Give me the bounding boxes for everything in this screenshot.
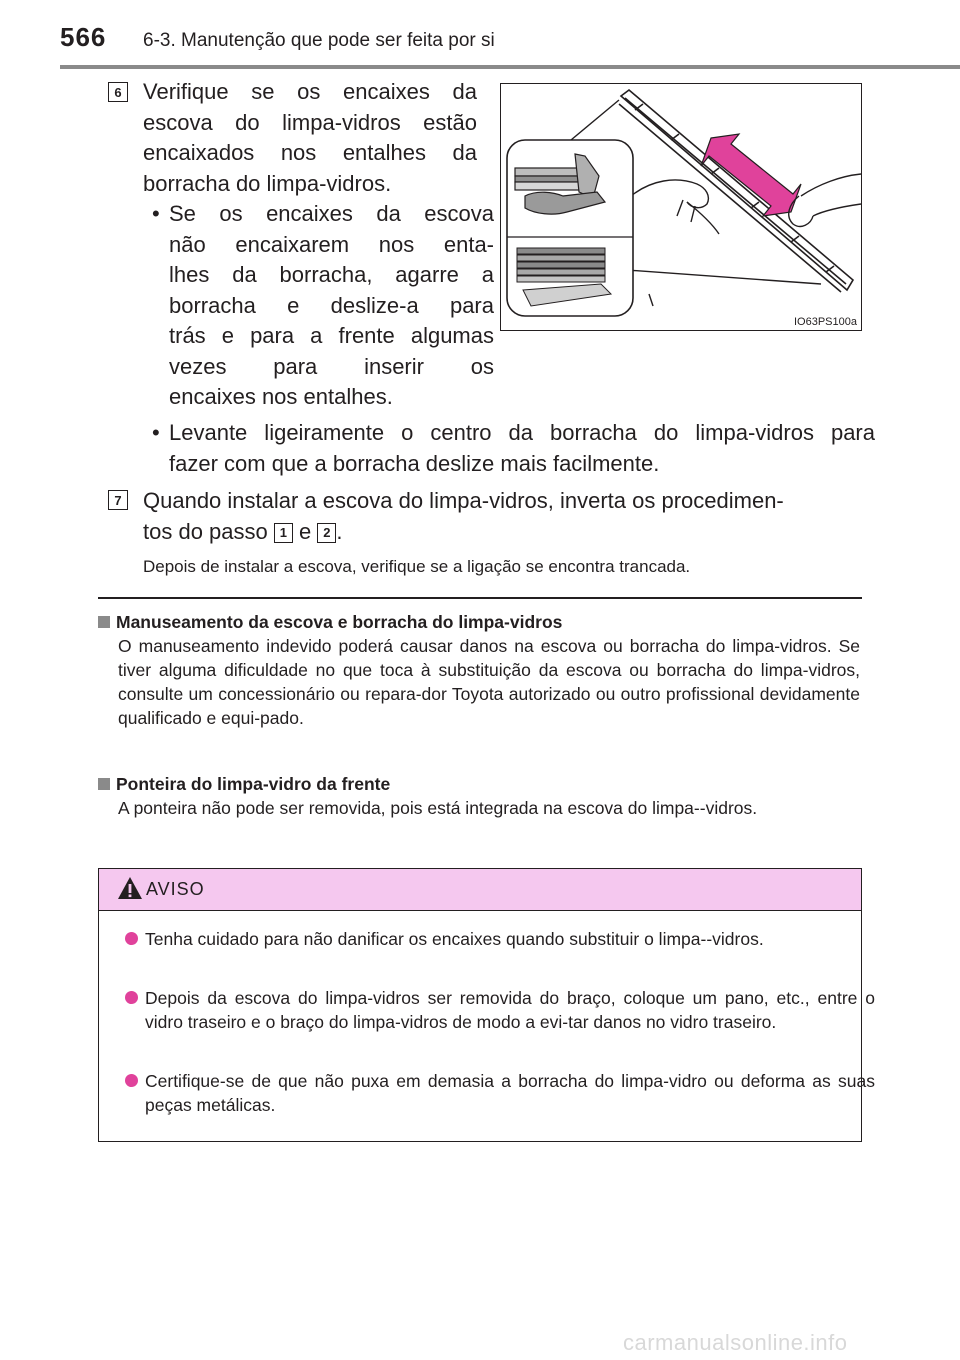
wiper-drawing [501,84,861,330]
warning-title: AVISO [146,879,205,899]
figure-code: IO63PS100a [794,316,857,328]
warning-header [99,869,861,911]
section-body: O manuseamento indevido poderá causar danos na escova ou borracha do limpa-vidros. Se tiver alguma dificuldade no que toca à substituição da escova ou borracha do limpa-vidros, consulte um concessionário ou repara-dor Toyota autorizado ou outro profissional devidamente qualificado e equi-pado. [118,636,860,728]
step-6-bullet-2 [152,418,875,479]
section-tip [98,772,860,820]
step-7-end: . [336,518,343,544]
step-7-line-1: Quando instalar a escova do limpa-vidros, inverta os procedimen- [143,488,784,513]
wiper-illustration [500,83,862,331]
step-6-line: borracha do limpa-vidros. [143,170,392,196]
bullet-dot-icon [125,991,138,1004]
step-ref-1: 1 [274,523,293,543]
step-7-prefix: tos do passo [143,518,268,544]
step-6-text [143,77,477,199]
section-handling [98,610,860,730]
warning-triangle-icon [117,876,143,900]
step-ref-2: 2 [317,523,336,543]
step-7-note: Depois de instalar a escova, verifique se a ligação se encontra trancada. [143,557,691,576]
bullet-line: vezes para inserir os [169,353,494,379]
bullet-line: Se os encaixes da escova [169,201,494,226]
bullet-line: encaixes nos entalhes. [169,384,393,409]
chapter-title: 6-3. Manutenção que pode ser feita por si [143,30,495,51]
page-number: 566 [60,22,107,52]
square-bullet-icon [98,616,110,628]
step-7-badge: 7 [108,490,128,510]
watermark: carmanualsonline.info [623,1330,848,1355]
bullet-dot: • [152,420,160,445]
warning-item: Tenha cuidado para não danificar os encaixes quando substituir o limpa--vidros. [125,927,875,951]
bullet-dot: • [152,201,160,226]
section-divider [98,597,862,599]
bullet-dot-icon [125,932,138,945]
bullet-line: trás e para a frente algumas [169,323,494,348]
step-7-line-2 [143,517,858,548]
bullet-line: Levante ligeiramente o centro da borracha do limpa-vidros para [169,420,875,445]
page-header [60,22,900,62]
warning-item: Depois da escova do limpa-vidros ser removida do braço, coloque um pano, etc., entre o vidro traseiro e o braço do limpa-vidros de modo a evi-tar danos no vidro traseiro. [125,986,875,1034]
step-6-line: escova do limpa-vidros estão [143,109,477,135]
step-6-badge: 6 [108,82,128,102]
bullet-line: borracha e deslize-a para [169,292,494,318]
bullet-line: não encaixarem nos enta- [169,231,494,257]
bullet-dot-icon [125,1074,138,1087]
section-title: Manuseamento da escova e borracha do limpa-vidros [98,610,860,634]
bullet-line: fazer com que a borracha deslize mais facilmente. [169,450,660,476]
section-title: Ponteira do limpa-vidro da frente [98,772,860,796]
warning-box [98,868,875,1142]
header-rule [60,65,960,69]
step-7-text [143,486,858,547]
section-body: A ponteira não pode ser removida, pois está integrada na escova do limpa--vidros. [118,798,758,818]
step-6-line: Verifique se os encaixes da [143,79,477,104]
square-bullet-icon [98,778,110,790]
step-7-conj: e [299,518,312,544]
step-6-bullet-1 [152,199,494,413]
bullet-line: lhes da borracha, agarre a [169,262,494,287]
warning-item: Certifique-se de que não puxa em demasia a borracha do limpa-vidro ou deforma as suas peças metálicas. [125,1069,875,1117]
step-6-line: encaixados nos entalhes da [143,140,477,165]
